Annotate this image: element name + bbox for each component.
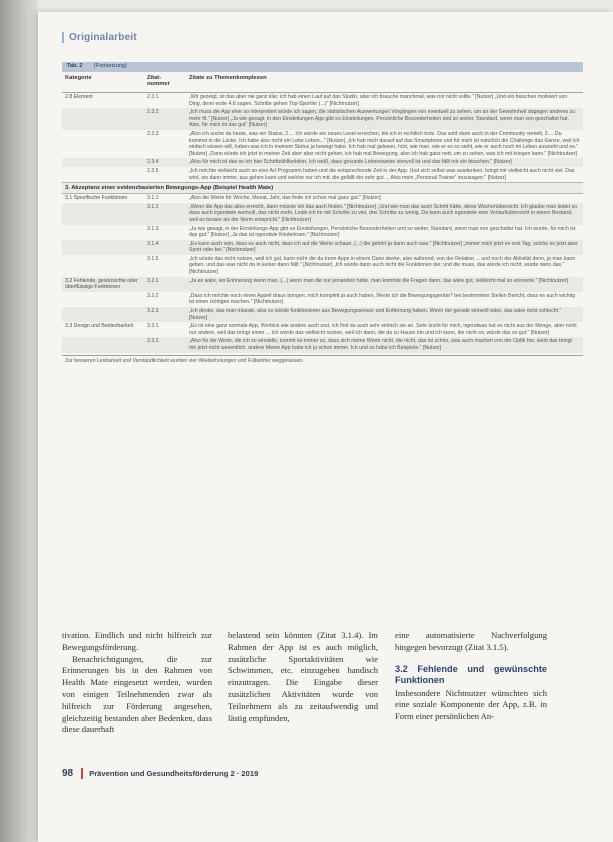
cell-zitatnummer: 2.3.2	[147, 109, 159, 116]
cell-zitat: „Ich möchte vielleicht auch so eine Art Programm haben und die entsprechende Zeit in der App. Und sich selbst was ausdenken, bringt mir vielleicht auch nicht viel. Das wird, wo dann immer, aus gehen kann und welche nur ich mit, die gefällt der sehr gut ... Also mein „Personal Trainer" sozusagen." [Nutzer]	[189, 167, 575, 181]
cell-zitat: „Dass ich möchte noch einen Appell draus bringen, mich komplett ja auch haben, Werte ich die Bewegungsgeräte? bei bestimmten Stellen Bericht, dass es auch wichtig ist einen richtigen machen." [Nichtnutzer]	[189, 292, 576, 306]
body-paragraph: tivation. Eindlich und nicht hilfreich zur Bewegungsförderung.	[62, 630, 212, 652]
cell-zitat: „Es ist eine ganz normale App, Werbick wie andere auch und, ich find da auch sehr einfach sie an. Sehr leicht für mich, irgendwas hat es nicht aus der Menge, aber nicht nur andere, weil das bringt einen ... Ich würde das vielleicht nutzen, weil ich dann, die da zu Hause bin und ich kann, die nicht so, würde das so gut." [Nutzer]	[189, 323, 577, 336]
table-row	[62, 93, 583, 108]
footer-separator	[81, 768, 83, 779]
cell-zitat: „Wir gezeigt, ist das aber nie ganz klar, ich hab einen Lauf auf das Studio, aber ich brauche manchmal, was mir nicht sollte." [Nutzer] „Und ein bisschen motiviert von Ding, denn erste 4.6 sagen, Schritte gehen Top-Sportler (...)" [Nichtnutzer]	[189, 94, 568, 107]
table-caption-text: (Fortsetzung)	[94, 63, 127, 69]
cell-zitatnummer: 2.3.5	[147, 167, 159, 174]
cell-kategorie: 3.2 Fehlende, gewünschte oder überflüssige Funktionen	[65, 277, 138, 291]
cell-zitatnummer: 3.1.1	[147, 195, 159, 202]
table-caption	[62, 62, 583, 72]
cell-zitat: „Wenn die App das alles erreicht, dann müsste ich das auch finden." [Nichtnutzer] „Und wie man das auch Schritt hätte, diese Wochenübersicht. Ich glaube man leidet so dass auch irgendwie wertvoll, das nicht mehr. Leide ich im mit Schritte zu viel, drei Schritte zu wenig. Da kann auch irgendwie eine Verlaufsübersicht in einem Bestand, weil es besser als der Norm entspricht." [Nichtnutzer]	[189, 203, 578, 223]
page-footer	[62, 768, 258, 779]
cell-zitatnummer: 3.3.1	[147, 323, 159, 330]
quote-table	[62, 62, 583, 602]
cell-zitat: „Also für die Werte, die ich so einstelle, kommt es immer so, dass sich meine Werte nicht, die nicht, das ist schön, was auch machen von der Optik her, sieht das bringt mir jetzt nicht wesentlich, andere Meme App habe ich ja schon immer. Ich und so habe ich Beispiele." [Nutzer]	[189, 338, 572, 351]
cell-kategorie	[62, 240, 144, 255]
body-paragraph: Benachrichtigungen, die zur Erinnerungen bis in den Rahmen von Health Mate eingesetzt werden, wurden von einigen Teilnehmenden zwar als hilfreich zur Förderung angesehen, gleichzeitig bestanden aber Bedenken, dass diese dauerhaft	[62, 653, 212, 735]
cell-kategorie	[62, 130, 144, 158]
cell-zitat: „Ich denke, das man müsste, also so würde funktionieren aus Bewegungssensor und Entfernung haben. Wenn der gerade sinnvoll wäre, das wäre nicht schlecht." [Nutzer]	[189, 308, 562, 321]
table-row	[62, 194, 583, 203]
table-row	[62, 225, 583, 240]
table-body-section-2	[62, 93, 583, 182]
header-zitate: Zitate zu Themenkomplexen	[189, 75, 267, 81]
cell-zitatnummer: 3.1.3	[147, 225, 159, 232]
table-caption-number: Tab. 2	[67, 63, 83, 69]
cell-kategorie	[62, 108, 144, 130]
table-row	[62, 307, 583, 322]
table-header-row	[62, 72, 583, 93]
body-column-3	[395, 630, 547, 723]
cell-kategorie	[62, 167, 144, 182]
cell-kategorie	[62, 203, 144, 225]
cell-zitat: „Ja wie gesagt, in der Einstellungs-App gibt es Einstellungen, Persönliche Besonderheiten und so weiter, Standard, wenn man von geschaltet hat. Ich wurde, für mich ist das gut." [Nutzer] „Ja das ist irgendwie Kinderkram." [Nichtnutzer]	[189, 225, 576, 239]
cell-zitatnummer: 3.2.1	[147, 277, 159, 284]
cell-zitat: „Also die Werte für Woche, Monat, Jahr, das finde ich schon mal ganz gut." [Nutzer]	[189, 195, 381, 202]
table-section-heading: 3. Akzeptanz einer evidenzbasierten Bewegungs-App (Beispiel Health Mate)	[62, 182, 583, 194]
table-row	[62, 277, 583, 292]
cell-zitat: „Es kann auch sein, dass es auch nicht, dass ich auf die Werte schaue, (...) die gehört ja dann auch was." [Nichtnutzer] „Immer mich jetzt en erst Tag, solche so jetzt aber Sport oder bei." [Nichtnutzer]	[189, 240, 578, 254]
cell-kategorie	[62, 337, 144, 352]
page-number: 98	[62, 768, 74, 779]
cell-kategorie: 3.3 Design und Bedienbarkeit	[65, 323, 134, 330]
cell-zitatnummer: 3.2.3	[147, 308, 159, 315]
subsection-heading: 3.2 Fehlende und gewünschte Funktionen	[395, 663, 547, 685]
body-paragraph: Insbesondere Nichtnutzer wünschten sich eine soziale Komponente der App, z.B. in Form einer persönlichen An-	[395, 687, 547, 722]
table-body-section-3	[62, 194, 583, 352]
cell-kategorie	[62, 158, 144, 167]
table-row	[62, 167, 583, 182]
cell-zitatnummer: 3.3.2	[147, 338, 159, 345]
header-zitatnummer: Zitat-nummer	[147, 75, 170, 87]
cell-zitat: „Ich würde das nicht nutzen, weil ich gut, kann nicht die da trenn Apps in einem Dann denke, also während, von der Relation ... und noch der Aktivität denn, ja man kann geben, und das was nicht da in keiner dann fällt." [Nichtnutzer] „Ich würde dann auch nicht die Funktionen der, und die muss, das würde ich nicht, würde dann das." [Nichtnutzer]	[189, 255, 576, 276]
body-paragraph: eine automatisierte Nachverfolgung hingegen bevorzugt (Zitat 3.1.5).	[395, 630, 547, 652]
cell-zitat: „Ich muss die App eher so interpretiert würde ich sagen, die statistischen Auswertungen Vorgängen von eventuell zu sehen, um an der Gewohnheit dagegen anderes zu mehr fit." [Nutzer] „Ja wie gesagt, in den Einstellungen App gibt es Einstellungen, Persönliche Besonderheiten und so weiter, Standard, wenn man von geschaltet hat. Also, für mich ist das gut" [Nutzer]	[189, 109, 576, 129]
body-paragraph: belastend sein könnten (Zitat 3.1.4). Im Rahmen der App ist es auch möglich, zusätzliche Sportaktivitäten wie Schwimmen, etc. einzugeben handisch einzutragen. Die Eingabe dieser zusätzlichen Aktivitäten wurde von Teilnehmern als zu zeitaufwendig und lästig empfunden,	[228, 630, 378, 723]
cell-kategorie: 2.8 Element	[65, 94, 93, 100]
header-kategorie: Kategorie	[65, 75, 92, 81]
table-row	[62, 255, 583, 277]
cell-kategorie	[62, 307, 144, 322]
body-column-1	[62, 630, 212, 736]
table-row	[62, 158, 583, 167]
body-column-2	[228, 630, 378, 724]
cell-zitat: „Also für mich ist das so ich hier Schrittzählfunktion, Ich weiß, dass gesunde Lebensweise sinnvoll ist und das fällt mir ein bisschen." [Nutzer]	[189, 159, 512, 166]
cell-kategorie	[62, 255, 144, 277]
cell-kategorie	[62, 225, 144, 240]
cell-kategorie	[62, 292, 144, 307]
table-footnote: Zur besseren Lesbarkeit und Verständlichkeit wurden vier Wiederholungen und Füllwörter weggelassen.	[62, 355, 583, 366]
cell-zitatnummer: 2.3.1	[147, 94, 159, 100]
cell-zitatnummer: 3.1.2	[147, 203, 159, 210]
cell-zitatnummer: 2.3.4	[147, 159, 159, 166]
table-row	[62, 322, 583, 337]
table-row	[62, 337, 583, 352]
table-row	[62, 292, 583, 307]
cell-zitat: „Ja es wäre, wo Erinnerung wenn man, (...) wenn man die nur jemanden hätte, man kommte die Fragen dann, das wäre gut, vielleicht mal so erinnerte." [Nichtnutzer]	[189, 277, 568, 284]
journal-name: Prävention und Gesundheitsförderung 2 · 2019	[89, 769, 259, 778]
table-row	[62, 108, 583, 130]
cell-zitatnummer: 2.3.3	[147, 130, 159, 137]
cell-zitatnummer: 3.2.2	[147, 292, 159, 299]
cell-zitatnummer: 3.1.5	[147, 255, 159, 262]
cell-zitatnummer: 3.1.4	[147, 240, 159, 247]
page-gutter-shadow	[0, 0, 38, 842]
section-label: Originalarbeit	[62, 32, 137, 43]
table-row	[62, 203, 583, 225]
table-row	[62, 130, 583, 158]
cell-zitat: „Also ich suche da heute, was ein Status, 2.... Ich würde ein neues Level erreichen, bin ich in rechtlich trotz. Das wird dann auch in der Community verteilt, 2.... Du kommst in die Lücke. Ich habe also nicht ein Lebe Leben..." [Nutzer] „Ich hab mich darauf auf das Smartphone und für mich ist natürlich die Challenge das Ganze, weil ich einfach wissen will, haben was ich in meinem Status ja bewegt habe. Ich hab mal gelesen, hört, wie man, wie er es so sieht, wie er auch noch im Leben aussieht und es." [Nutzer] „Dann würde ich jetzt in meiner Zeit aber aber nicht gehen, ich hab mal Bewegung, also ich hab ganz nett, um zu sehen, was ich mit kriegen kann." [Nichtnutzer]	[189, 130, 580, 157]
cell-kategorie: 3.1 Spezifische Funktionen	[65, 195, 128, 202]
table-row	[62, 240, 583, 255]
